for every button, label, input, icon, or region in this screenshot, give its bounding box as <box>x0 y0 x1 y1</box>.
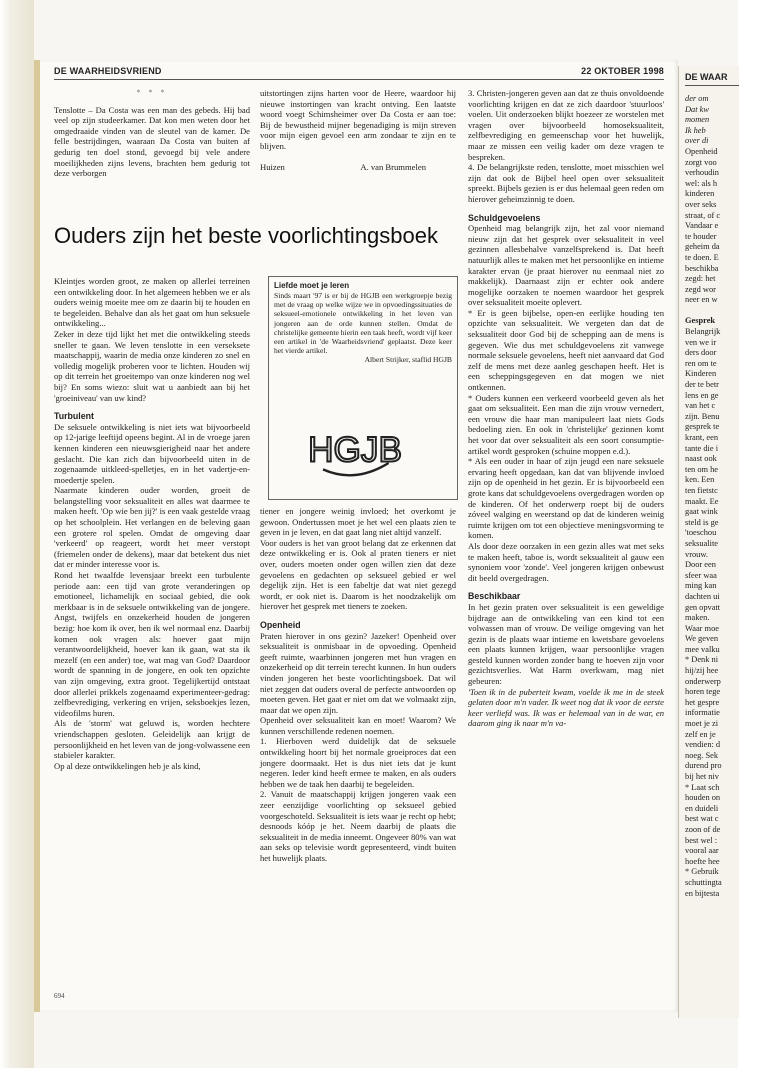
previous-article-text: Tenslotte – Da Costa was een man des gebeds. Hij bad veel op zijn studeerkamer. Dat kon men weten door het omgedraaide vinden van de sleutel van de kamer. De felle bestrijdingen, waaraan Da Costa van buiten af gedurig ten doel stond, gevoegd bij vele andere moeilijkheden zijns levens, brachten hem gedurig tot deze verborgen <box>54 104 250 179</box>
paragraph: * Ouders kunnen een verkeerd voorbeeld geven als het gaat om seksualiteit. Een man die zijn vrouw vernedert, een vrouw die haar man manipuleert laat niets Gods bedoeling zien. En ook in 'christelijke' gezinnen komt het voor dat over seksualiteit als een soort consumptie-artikel wordt gesproken (schuine moppen e.d.). <box>468 392 664 456</box>
next-page-line: ven we ir <box>685 337 717 347</box>
next-page-line: 'toeschou <box>685 528 717 538</box>
paragraph: Zeker in deze tijd lijkt het met die ontwikkeling steeds sneller te gaan. We leven tenslotte in een verseksete maatschappij, waarin de media onze kinderen zo snel en volledig mogelijk proberen voor te lichten. Houden wij op dit terrein het groeitempo van onze kinderen nog wel bij? En soms wiezo: sluit wat u aanbiedt aan bij het 'groeiniveau' van uw kind? <box>54 328 250 403</box>
next-page-header-rule <box>685 85 739 86</box>
next-page-line: hij/zij hee <box>685 666 719 676</box>
box-byline: Albert Strijker, staflid HGJB <box>364 355 452 365</box>
next-page-line: informatie <box>685 708 720 718</box>
next-page-line: houden on <box>685 793 721 803</box>
next-page-line: seksualite <box>685 538 719 548</box>
next-page-line: en bijtesta <box>685 888 720 898</box>
previous-article-col1 <box>54 88 250 179</box>
running-header <box>54 66 664 80</box>
next-page-line: onderwerp <box>685 676 721 686</box>
next-page-line: horen tege <box>685 687 721 697</box>
next-page-line: Kinderen <box>685 369 717 379</box>
paragraph: Naarmate kinderen ouder worden, groeit de belangstelling voor seksualiteit en alles wat daarmee te maken heeft. 'Op wie ben jij?' is een vaak gestelde vraag op het schoolplein. Het verlangen en de beleving gaan een grotere rol spelen. Omdat de omgeving daar 'verkeerd' op reageert, wordt het meer verstopt (friemelen onder de dekens), maar dat betekent dus niet dat er minder interesse voor is. <box>54 485 250 570</box>
next-page-line: wel: als h <box>685 178 718 188</box>
signature-place: Huizen <box>260 161 285 172</box>
next-page-line: maakt. Ee <box>685 496 719 506</box>
next-page-line: bij het niv <box>685 772 719 781</box>
signature-author: A. van Brummelen <box>360 161 426 172</box>
next-page-line: ten fietstc <box>685 485 718 495</box>
logo-lettering: HGJB <box>308 430 402 470</box>
next-page-line: gen opvatt <box>685 602 721 612</box>
next-page-line: naast ook <box>685 454 717 464</box>
paragraph: Als de 'storm' wat geluwd is, worden hechtere vriendschappen gesloten. Geleidelijk aan krijgt de persoonlijkheid en het leven van de jong-volwassene een stabieler karakter. <box>54 718 250 761</box>
next-page-line: gesprek te <box>685 422 720 432</box>
section-heading: Turbulent <box>54 411 94 422</box>
paragraph: Op al deze ontwikkelingen heb je als kind, <box>54 760 201 771</box>
section-heading: Openheid <box>260 619 301 630</box>
next-page-line: Ik heb <box>685 125 706 135</box>
next-page-line: hoefte hee <box>685 856 720 866</box>
next-page-line: over seks <box>685 199 717 209</box>
next-page-line: over di <box>685 136 709 146</box>
previous-article-signature <box>260 162 456 173</box>
next-page-line: vrouw. <box>685 549 708 559</box>
paragraph: Rond het twaalfde levensjaar breekt een turbulente periode aan: een tijd van grote veranderingen op emotioneel, lichamelijk en sociaal gebied, die ook merkbaar is in de seksuele ontwikkeling van de jongere. Angst, twijfels en onzekerheid houden de jongeren bezig: hoe kom ik over, ben ik wel normaal enz. Daarbij komen ook vragen als: hoever gaat mijn verantwoordelijkheid, hoever kan ik gaan, wat sta ik mezelf (en een ander) toe, wat mag van God? Daardoor wordt de spanning in de jongere, en ook ten opzichte van zijn omgeving, extra groot. Tegelijkertijd ontstaat door allerlei prikkels zogenaamd experimenteer-gedrag: zelfbevrediging, verkering en vrijen, seksboekjes lezen, videofilms huren. <box>54 570 250 718</box>
next-page-line: ten om he <box>685 464 719 474</box>
next-page-line: maken. <box>685 613 710 623</box>
next-page-line: mee valku <box>685 644 720 654</box>
next-page-line: * Laat sch <box>685 782 720 792</box>
next-page-line: durend pro <box>685 761 722 771</box>
paragraph: 'Toen ik in de puberteit kwam, voelde ik me in de steek gelaten door m'n vader. Ik weet nog dat ik voor de eerste keer verliefd was. Ik was er helemaal van in de war, en daarom ging ik naar m'n va- <box>468 686 664 729</box>
next-page-line: momen <box>685 115 710 125</box>
next-page-line: te houder <box>685 231 717 241</box>
paragraph: tiener en jongere weinig invloed; het overkomt je gewoon. Ondertussen moet je het wel een plaats zien te geven in je leven, en dat gaat lang niet altijd vanzelf. <box>260 506 456 538</box>
next-page-line: moet je zi <box>685 719 719 729</box>
paragraph: Voor ouders is het van groot belang dat ze erkennen dat deze ontwikkeling er is. Ook al praten tieners er niet over, ouders moeten onder ogen willen zien dat deze gevoelens en gedachten op seksueel gebied er wel degelijk zijn. Het is een fabeltje dat wat niet gezegd wordt, er ook niet is. Daarom is het noodzakelijk om hierover het gesprek met tieners te zoeken. <box>260 537 456 612</box>
page-right-partial <box>678 66 739 1018</box>
page-number: 694 <box>54 992 65 1000</box>
next-page-line: steld is ge <box>685 517 719 527</box>
section-heading: Schuldgevoelens <box>468 212 541 223</box>
next-page-line: het gespre <box>685 697 720 707</box>
publication-name: DE WAARHEIDSVRIEND <box>54 66 162 76</box>
next-page-line: ders door <box>685 348 717 358</box>
next-page-line: zegd: het <box>685 274 716 284</box>
next-page-line: zoon of de <box>685 824 721 834</box>
box-body: Sinds maart '97 is er bij de HGJB een werkgroepje bezig met de vraag op welke wijze we in opvoedingssituaties de seksueel-emotionele ontwikkeling in het leven van jongeren aan de orde kunnen stellen. Omdat de christelijke gemeente hierin een taak heeft, wordt vijf keer een artikel in 'de Waarheidsvriend' geplaatst. Deze keer het vierde artikel. <box>274 291 452 356</box>
paragraph: * Als een ouder in haar of zijn jeugd een nare seksuele ervaring heeft opgedaan, kan dat van blijvende invloed zijn op de openheid in het gezin. Er is bijvoorbeeld een grote kans dat schuldgevoelens overgedragen worden op de kinderen. Of het onderwerp roept bij de ouders zóveel walging en weerstand op dat de kinderen weinig ruimte krijgen om tot een objectieve meningsvorming te komen. <box>468 456 664 541</box>
paragraph: Openheid over seksualiteit kan en moet! Waarom? We kunnen verschillende redenen noemen. <box>260 715 456 736</box>
paragraph: In het gezin praten over seksualiteit is een geweldige bijdrage aan de ontwikkeling van een kind tot een volwassen man of vrouw. De veilige omgeving van het gezin is de plaats waar intieme en kwetsbare gevoelens een plaats kunnen krijgen, waar persoonlijke vragen gesteld kunnen worden zonder bang te hoeven zijn voor gezichtsverlies. Wat Harm overkwam, mag niet gebeuren: <box>468 601 664 687</box>
paragraph: Openheid mag belangrijk zijn, het zal voor niemand nieuw zijn dat het gesprek over seksualiteit in veel gezinnen allesbehalve vanzelfsprekend is. Dat heeft natuurlijk alles te maken met het persoonlijke en intieme karakter ervan (je praat hierover nu eenmaal niet zo makkelijk). Daarnaast zijn er echter ook andere mogelijke oorzaken te noemen waardoor het gesprek over seksualiteit moeite oplevert. <box>468 223 664 308</box>
next-page-line: Gesprek <box>685 316 716 326</box>
next-page-line: geheim da <box>685 242 720 252</box>
next-page-line: * Denk ni <box>685 655 719 665</box>
next-page-line: best wel : <box>685 835 718 845</box>
next-page-line: ren om te <box>685 358 717 368</box>
next-page-line: Door een <box>685 560 716 570</box>
sidebar-box <box>268 276 458 500</box>
article-column-3 <box>468 88 664 729</box>
next-page-line: verhoudin <box>685 168 719 178</box>
next-page-line: straat, of c <box>685 210 721 220</box>
next-page-line: ken. Een <box>685 475 715 485</box>
paragraph: Als door deze oorzaken in een gezin alles wat met seks te maken heeft, taboe is, wordt seksualiteit al gauw een synoniem voor 'zonde'. Veel jongeren krijgen onbewust dit beeld overgedragen. <box>468 540 664 583</box>
next-page-line: Openheid <box>685 146 718 156</box>
page-left <box>34 60 678 1012</box>
paragraph: * Er is geen bijbelse, open-en eerlijke houding ten opzichte van seksualiteit. We vergeten dan dat de seksualiteit door God bij de schepping aan de mens is gegeven. Wie dus met schuldgevoelens zit vanwege normale seksuele gevoelens, heeft niet aanvaard dat God zelf de mens met deze aanleg geschapen heeft. Het is een scheppingsgegeven en dat mogen we niet ontkennen. <box>468 307 664 393</box>
box-title: Liefde moet je leren <box>274 281 350 290</box>
separator-stars: * * * <box>136 88 168 97</box>
hgjb-logo <box>308 407 402 487</box>
next-page-line: zegd wor <box>685 284 716 294</box>
next-page-line: vooral aar <box>685 846 719 856</box>
article-title: Ouders zijn het beste voorlichtingsboek <box>54 223 438 248</box>
next-page-line: van het c <box>685 401 716 411</box>
paragraph: 1. Hierboven werd duidelijk dat de seksuele ontwikkeling hoort bij het normale groeiproces dat een jongere doormaakt. Het is dus niet iets dat je kunt negeren. Ieder kind heeft ermee te maken, en als ouders hebben we de taak hen daarbij te begeleiden. <box>260 736 456 789</box>
next-page-line: best wat c <box>685 814 719 824</box>
book-spine <box>0 0 34 1068</box>
next-page-line: lens en ge <box>685 390 719 400</box>
next-page-line: neer en w <box>685 295 718 305</box>
next-page-line: der te betr <box>685 380 719 390</box>
next-page-line: kinderen <box>685 189 715 199</box>
section-heading: Beschikbaar <box>468 591 521 602</box>
next-page-line: tante die i <box>685 443 719 453</box>
header-rule <box>54 79 664 80</box>
next-page-line: krant, een <box>685 433 719 442</box>
next-page-line: en duideli <box>685 803 719 813</box>
next-page-line: zorgt voo <box>685 157 717 167</box>
next-page-line: beschikba <box>685 263 719 273</box>
next-page-line: sfeer waa <box>685 570 717 580</box>
paragraph: De seksuele ontwikkeling is niet iets wat bijvoorbeeld op 12-jarige leeftijd opeens begint. Al in de vroege jaren kennen kinderen een nieuwsgierigheid naar het andere geslacht. Die kan zich dan bijvoorbeeld uiten in de zogenaamde uitkleed-spelletjes, en in het vadertje-en-moedertje spelen. <box>54 421 250 485</box>
issue-date: 22 OKTOBER 1998 <box>581 66 664 76</box>
next-page-line: We geven <box>685 634 719 644</box>
next-page-text <box>685 94 775 899</box>
paragraph: 2. Vanuit de maatschappij krijgen jongeren vaak een zeer eenzijdige voorlichting op seksueel gebied voorgeschoteld. Seksualiteit is iets waar je recht op hebt; desnoods kóóp je het. Neem daarbij de plaats die seksualiteit in de media inneemt. Ongeveer 80% van wat aan seks op televisie wordt gepresenteerd, vindt buiten het huwelijk plaats. <box>260 789 456 863</box>
paragraph: Praten hierover in ons gezin? Jazeker! Openheid over seksualiteit is onmisbaar in de opvoeding. Openheid geeft ruimte, waarbinnen jongeren met hun vragen en onzekerheid op dit terrein terecht kunnen. In hun ouders vinden jongeren het beste voorlichtingsboek. Dat wil niet zeggen dat ouders overal de perfecte antwoorden op moeten geven. Het gaat er niet om dat we volmaakt zijn, maar dat we open zijn. <box>260 630 456 715</box>
next-page-line: Waar moe <box>685 623 719 633</box>
next-page-line: * Gebruik <box>685 867 719 877</box>
next-page-line: vendien: d <box>685 740 721 750</box>
paragraph: 3. Christen-jongeren geven aan dat ze thuis onvoldoende voorlichting krijgen en dat ze zich daardoor 'stuurloos' voelen. Uit onderzoeken blijkt hoezeer ze worstelen met vragen over bijvoorbeeld homoseksualiteit, zelfbevrediging en gemeenschap voor het huwelijk, maar ze missen een veilig kader om deze vragen te bespreken. <box>468 88 664 162</box>
paragraph: 4. De belangrijkste reden, tenslotte, moet misschien wel zijn dat ook de Bijbel heel open over seksualiteit spreekt. Bijbels gezien is er dus helemaal geen reden om hierover geheimzinnig te doen. <box>468 162 664 204</box>
next-page-line: te doen. E <box>685 252 719 262</box>
next-page-line: der om <box>685 94 709 103</box>
next-page-line: Belangrijk <box>685 327 721 337</box>
next-page-line: ming kan <box>685 581 717 591</box>
previous-article-col2 <box>260 88 456 172</box>
next-page-line: schuttingta <box>685 877 722 887</box>
article-column-2 <box>260 506 456 864</box>
next-page-line: dachten ui <box>685 591 720 601</box>
next-page-line: zelf en je <box>685 729 716 739</box>
next-page-line: Dat kw <box>685 104 709 114</box>
next-page-line: Vandaar e <box>685 221 719 231</box>
next-page-line: noeg. Sek <box>685 750 719 760</box>
next-page-line <box>685 306 775 317</box>
next-page-line: gaat wink <box>685 507 718 517</box>
article-column-1 <box>54 276 250 771</box>
paragraph: Kleintjes worden groot, ze maken op allerlei terreinen een ontwikkeling door. In het algemeen hebben we er als ouders weinig moeite mee om ze daarin bij te houden en te begeleiden. Behalve dan als het gaat om hun seksuele ontwikkeling... <box>54 276 250 329</box>
previous-article-text: uitstortingen zijns harten voor de Heere, waardoor hij nieuwe instortingen van kracht ontving. Een laatste woord voegt Schimsheimer over Da Costa er aan toe: Bij de bewustheid mijner begenadiging is mijn streven voor mijn eigen gevoel een arm zondaar te zijn en te blijven. <box>260 88 456 151</box>
next-page-line: zijn. Benu <box>685 411 720 421</box>
next-page-header: DE WAAR <box>685 72 728 82</box>
